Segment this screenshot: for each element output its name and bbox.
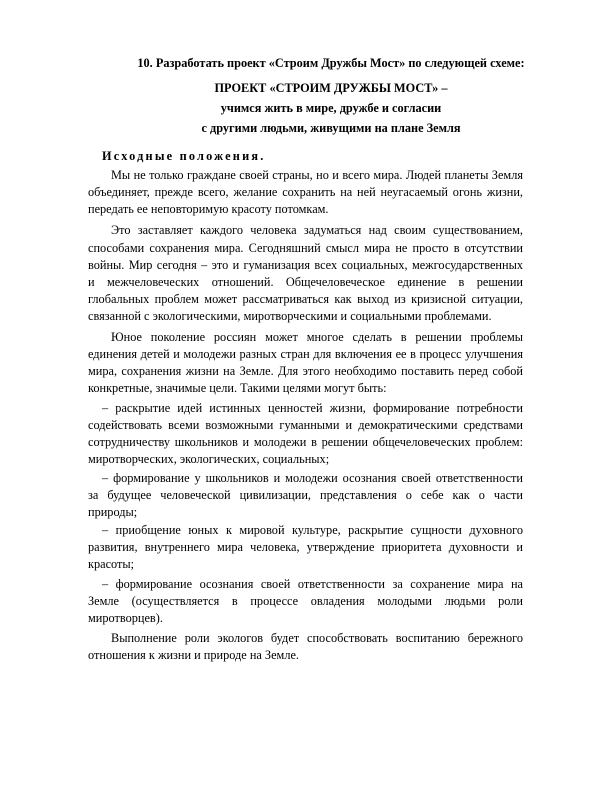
section-title: Исходные положения. bbox=[102, 149, 266, 163]
body-line: природы; bbox=[88, 505, 138, 519]
body-line: содействовать всеми возможными гуманными и демократическими средствами bbox=[88, 418, 523, 432]
body-line: войны. Мир сегодня – это и гуманизация всех социальных, межгосударственных bbox=[88, 258, 523, 272]
body-line: объединяет, прежде всего, желание сохранить на ней неугасаемый огонь жизни, bbox=[88, 185, 523, 199]
body-line: красоты; bbox=[88, 557, 135, 571]
document-heading: 10. Разработать проект «Строим Дружбы Мост» по следующей схеме: bbox=[137, 56, 525, 70]
body-line: отношения к жизни и природе на Земле. bbox=[88, 648, 300, 662]
body-line: Юное поколение россиян может многое сделать в решении проблемы bbox=[111, 330, 523, 344]
body-line: глобальных проблем может рассматриваться как выход из кризисной ситуации, bbox=[88, 292, 523, 306]
body-line: Земле (осуществляется в процессе овладения молодыми людьми роли bbox=[88, 594, 523, 608]
body-line: – приобщение юных к мировой культуре, раскрытие сущности духовного bbox=[102, 523, 523, 537]
body-line: – раскрытие идей истинных ценностей жизни, формирование потребности bbox=[102, 401, 523, 415]
project-subtitle-line-1: учимся жить в мире, дружбе и согласии bbox=[220, 101, 442, 115]
body-line: Мы не только граждане своей страны, но и всего мира. Людей планеты Земля bbox=[111, 168, 523, 182]
body-line: развития, внутреннего мира человека, утверждение приоритета духовности и bbox=[88, 540, 523, 554]
body-line: сотрудничеству школьников и молодежи в решении общечеловеческих проблем: bbox=[88, 435, 523, 449]
body-line: единения детей и молодежи разных стран для включения ее в процесс улучшения bbox=[88, 347, 523, 361]
body-line: и межчеловеческих отношений. Общечеловеческое единение в решении bbox=[88, 275, 523, 289]
body-line: – формирование у школьников и молодежи осознания своей ответственности bbox=[102, 471, 523, 485]
body-line: Это заставляет каждого человека задуматься над своим существованием, bbox=[111, 223, 523, 237]
body-line: передать ее неповторимую красоту потомкам. bbox=[88, 202, 329, 216]
body-line: за будущее человеческой цивилизации, представления о себе как о части bbox=[88, 488, 523, 502]
body-line: Выполнение роли экологов будет способствовать воспитанию бережного bbox=[111, 631, 523, 645]
body-line: способами сохранения мира. Сегодняшний смысл мира не просто в отсутствии bbox=[88, 241, 523, 255]
body-line: связанной с экологическими, миротворческими и социальными проблемами. bbox=[88, 309, 492, 323]
body-line: миротворцев). bbox=[88, 611, 163, 625]
body-line: – формирование осознания своей ответственности за сохранение мира на bbox=[102, 577, 523, 591]
project-title: ПРОЕКТ «СТРОИМ ДРУЖБЫ МОСТ» – bbox=[214, 81, 448, 95]
body-line: мира, сохранения жизни на Земле. Для этого необходимо поставить перед собой bbox=[88, 364, 523, 378]
body-line: миротворческих, экологических, социальных; bbox=[88, 452, 330, 466]
project-subtitle-line-2: с другими людьми, живущими на плане Земля bbox=[201, 121, 461, 135]
body-line: конкретные, значимые цели. Такими целями могут быть: bbox=[88, 381, 387, 395]
